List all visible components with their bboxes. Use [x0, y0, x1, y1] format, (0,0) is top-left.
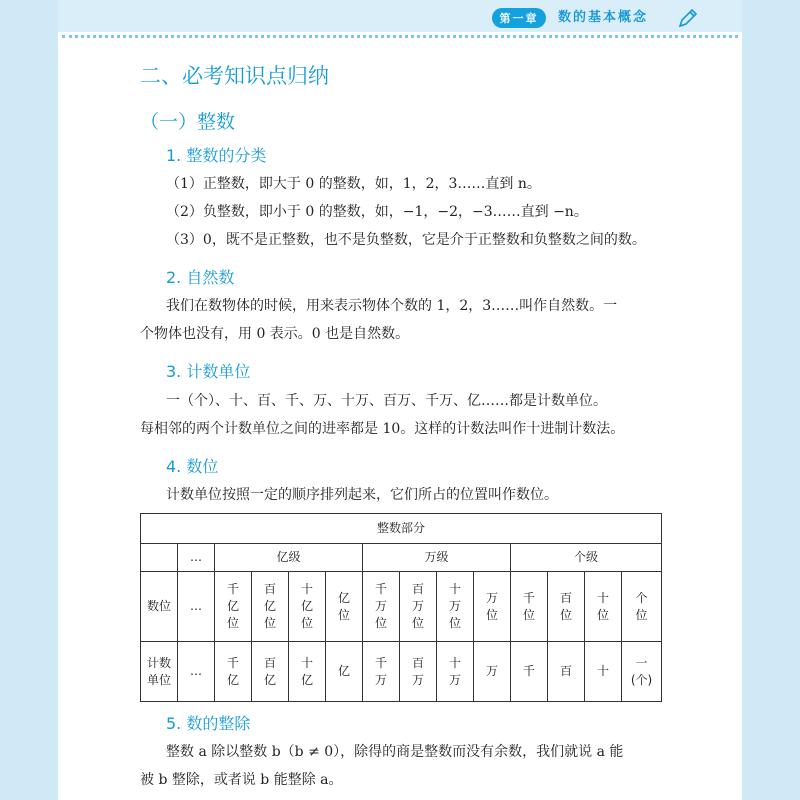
place-cell: 百 亿 位	[252, 572, 289, 642]
place-cell: 亿 位	[326, 572, 363, 642]
paragraph-line: 个物体也没有，用 0 表示。0 也是自然数。	[140, 326, 410, 342]
topic-heading: 4. 数位	[166, 457, 219, 476]
paragraph-line: （1）正整数，即大于 0 的整数，如，1，2，3……直到 n。	[166, 176, 541, 192]
place-cell: 千 亿 位	[215, 572, 252, 642]
chapter-title: 数的基本概念	[558, 10, 649, 25]
topic-heading: 5. 数的整除	[166, 714, 251, 733]
unit-cell: 千	[511, 642, 548, 702]
topic-heading: 1. 整数的分类	[166, 146, 267, 165]
section-title: 二、必考知识点归纳	[140, 64, 329, 88]
table-ellipsis: …	[178, 572, 215, 642]
table-title: 整数部分	[141, 514, 662, 544]
paragraph-line: 每相邻的两个计数单位之间的进率都是 10。这样的计数法叫作十进制计数法。	[140, 421, 625, 437]
table-cell-empty	[141, 544, 178, 572]
header-divider	[62, 35, 738, 38]
table-ellipsis: …	[178, 544, 215, 572]
place-cell: 千 万 位	[363, 572, 400, 642]
row-label-unit: 计数 单位	[141, 642, 178, 702]
unit-cell: 千 万	[363, 642, 400, 702]
paragraph-line: 我们在数物体的时候，用来表示物体个数的 1，2，3……叫作自然数。一	[166, 298, 618, 314]
place-cell: 十 万 位	[437, 572, 474, 642]
unit-cell: 百	[548, 642, 585, 702]
table-ellipsis: …	[178, 642, 215, 702]
chapter-badge: 第一章	[492, 8, 546, 28]
place-cell: 个 位	[622, 572, 662, 642]
unit-cell: 亿	[326, 642, 363, 702]
unit-cell: 百 万	[400, 642, 437, 702]
topic-heading: 2. 自然数	[166, 268, 235, 287]
unit-cell: 十 万	[437, 642, 474, 702]
place-cell: 百 位	[548, 572, 585, 642]
subsection-title: （一）整数	[140, 111, 236, 133]
unit-cell: 千 亿	[215, 642, 252, 702]
place-cell: 十 亿 位	[289, 572, 326, 642]
place-cell: 千 位	[511, 572, 548, 642]
topic-heading: 3. 计数单位	[166, 362, 251, 381]
place-cell: 百 万 位	[400, 572, 437, 642]
group-wan: 万级	[363, 544, 511, 572]
unit-cell: 一 (个)	[622, 642, 662, 702]
unit-cell: 十 亿	[289, 642, 326, 702]
paragraph-line: 被 b 整除，或者说 b 能整除 a。	[140, 772, 343, 788]
paragraph-line: （3）0，既不是正整数，也不是负整数，它是介于正整数和负整数之间的数。	[166, 232, 646, 248]
unit-cell: 万	[474, 642, 511, 702]
paragraph-line: 一（个）、十、百、千、万、十万、百万、千万、亿……都是计数单位。	[166, 393, 607, 409]
place-cell: 十 位	[585, 572, 622, 642]
unit-cell: 十	[585, 642, 622, 702]
place-cell: 万 位	[474, 572, 511, 642]
paragraph-line: 计数单位按照一定的顺序排列起来，它们所占的位置叫作数位。	[166, 487, 558, 503]
digit-place-table	[140, 513, 662, 702]
paragraph-line: （2）负整数，即小于 0 的整数，如，−1，−2，−3……直到 −n。	[166, 204, 588, 220]
pencil-icon	[676, 6, 700, 30]
group-yi: 亿级	[215, 544, 363, 572]
unit-cell: 百 亿	[252, 642, 289, 702]
row-label-place: 数位	[141, 572, 178, 642]
paragraph-line: 整数 a 除以整数 b（b ≠ 0），除得的商是整数而没有余数，我们就说 a 能	[166, 744, 624, 760]
group-ge: 个级	[511, 544, 662, 572]
